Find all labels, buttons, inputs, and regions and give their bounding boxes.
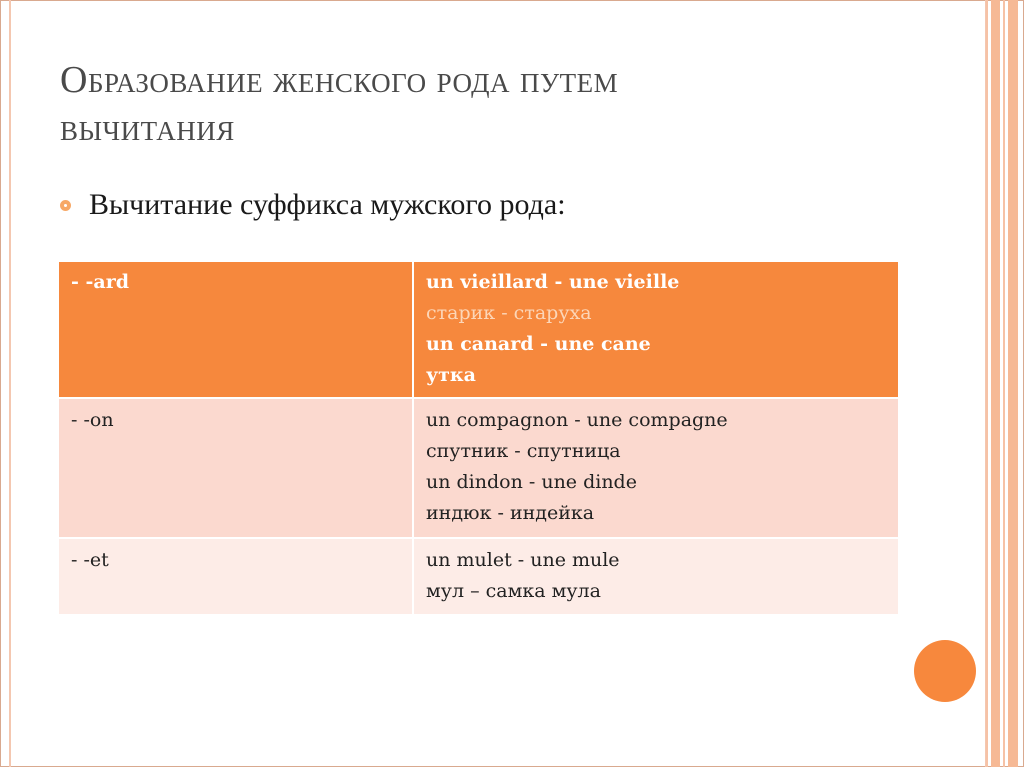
suffix-cell: - -ard <box>59 262 413 398</box>
example-line: un mulet - une mule <box>426 549 620 571</box>
bullet-point <box>60 188 566 222</box>
table-row <box>59 398 899 538</box>
suffix-cell: - -on <box>59 398 413 538</box>
examples-cell <box>413 398 899 538</box>
decorative-stripe <box>1008 0 1018 767</box>
title-line-1: Образование женского рода путем <box>60 59 619 101</box>
example-line: un dindon - une dinde <box>426 471 637 493</box>
examples-cell <box>413 262 899 398</box>
table-row <box>59 538 899 615</box>
decorative-circle <box>914 640 976 702</box>
example-line: un canard - une cane <box>426 333 651 355</box>
suffix-table <box>59 262 900 616</box>
example-line: мул – самка мула <box>426 580 601 602</box>
decorative-stripe <box>991 0 1000 767</box>
example-line: un compagnon - une compagne <box>426 409 728 431</box>
title-line-2: вычитания <box>60 107 235 149</box>
bullet-text: Вычитание суффикса мужского рода: <box>89 188 566 221</box>
slide-title <box>60 56 880 152</box>
decorative-stripe <box>986 0 988 767</box>
suffix-cell: - -et <box>59 538 413 615</box>
example-line: индюк - индейка <box>426 502 595 524</box>
examples-cell <box>413 538 899 615</box>
example-line: спутник - спутница <box>426 440 621 462</box>
bullet-circle-icon <box>60 200 71 211</box>
example-line: un vieillard - une vieille <box>426 271 680 293</box>
example-line: утка <box>426 364 476 386</box>
example-line: старик - старуха <box>426 302 592 324</box>
table-row <box>59 262 899 398</box>
decorative-stripe <box>1003 0 1005 767</box>
